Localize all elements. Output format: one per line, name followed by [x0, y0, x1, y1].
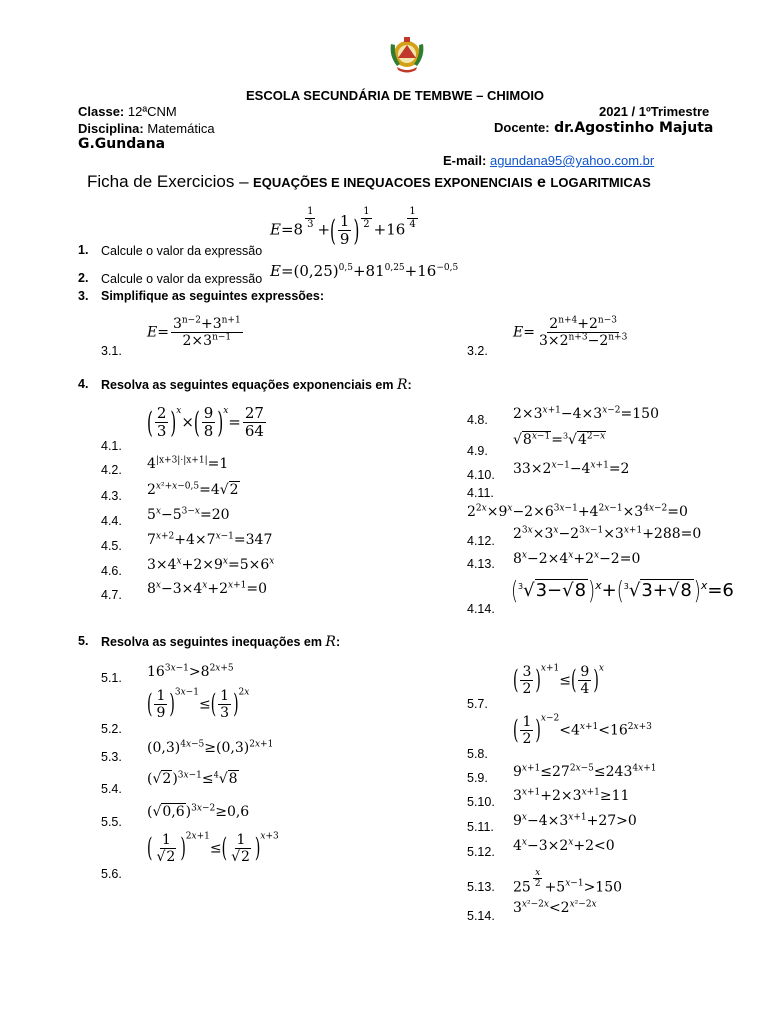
email-row — [443, 153, 654, 168]
expr-5-4: $(√2)^{3x-1}\le^4√8$ — [147, 770, 238, 787]
expr-4-1: ( $\frac{2}{3}$ )$^x$×( $\frac{9}{8}$ )$^x$= $\frac{27}{64}$ — [147, 404, 264, 441]
label-4-9: 4.9. — [467, 444, 488, 458]
expr-3-1: E= $\frac{3^{n-2}+3^{n+1}}{2\times 3^{n-1}}$ — [147, 315, 241, 350]
expr-4-3: $2^{x^2+x-0,5}=4√2$ — [147, 481, 239, 498]
item-4-number: 4. — [78, 377, 89, 391]
label-5-12: 5.12. — [467, 845, 495, 859]
label-4-7: 4.7. — [101, 588, 122, 602]
label-4-8: 4.8. — [467, 413, 488, 427]
expr-2: $E=(0,25)^{0,5}+81^{0,25}+16^{-0,5}$ — [270, 262, 459, 280]
item-3-number: 3. — [78, 289, 89, 303]
disciplina-value: Matemática — [147, 121, 215, 136]
expr-4-6: $3\times 4^x+2\times 9^x=5\times 6^x$ — [147, 556, 275, 573]
label-4-6: 4.6. — [101, 564, 122, 578]
label-4-3: 4.3. — [101, 489, 122, 503]
item-5-text: Resolva as seguintes inequações em R: — [101, 634, 341, 650]
classe-row — [78, 104, 177, 119]
expr-4-2: $4^{|x+3|\cdot|x+1|}=1$ — [147, 455, 229, 472]
expr-4-11: $2^{2x}\times 9^x-2\times 6^{3x-1}+4^{2x-1}\times 3^{4x-2}=0$ — [467, 503, 688, 520]
expr-5-13: 25 $^{\frac{x}{2}}$ $+5^{x-1}>150$ — [513, 868, 623, 896]
title-sub2: LOGARITMICAS — [550, 175, 651, 190]
label-5-10: 5.10. — [467, 795, 495, 809]
label-5-5: 5.5. — [101, 815, 122, 829]
title-main: Ficha de Exercicios – — [87, 172, 249, 191]
label-5-2: 5.2. — [101, 722, 122, 736]
label-5-8: 5.8. — [467, 747, 488, 761]
disciplina-label: Disciplina: — [78, 121, 144, 136]
label-5-14: 5.14. — [467, 909, 495, 923]
title-sub1: EQUAÇÕES E INEQUACOES EXPONENCIAIS — [253, 175, 533, 190]
expr-4-7: $8^x-3\times 4^x+2^{x+1}=0$ — [147, 580, 267, 597]
label-5-6: 5.6. — [101, 867, 122, 881]
item-4-text: Resolva as seguintes equações exponenciais em R: — [101, 377, 412, 393]
label-5-3: 5.3. — [101, 750, 122, 764]
item-1-number: 1. — [78, 243, 89, 257]
expr-4-14: ($^3$√3−√8 )$^x$+($^3$√3+√8 )$^x$=6 — [511, 576, 734, 606]
label-4-12: 4.12. — [467, 534, 495, 548]
expr-5-11: $9^x-4\times 3^{x+1}+27>0$ — [513, 812, 637, 829]
expr-5-3: $(0,3)^{4x-5}\ge(0,3)^{2x+1}$ — [147, 739, 274, 756]
expr-4-9: $√8^{x-1}=^3√4^{2-x}$ — [513, 431, 606, 448]
label-3-1: 3.1. — [101, 344, 122, 358]
label-4-10: 4.10. — [467, 468, 495, 482]
label-5-11: 5.11. — [467, 820, 494, 834]
label-4-13: 4.13. — [467, 557, 495, 571]
expr-3-2: E= $\frac{2^{n+4}+2^{n-3}}{3\times 2^{n+3}-2^{n+3}}$ — [513, 315, 628, 350]
label-4-5: 4.5. — [101, 539, 122, 553]
expr-4-8: $2\times 3^{x+1}-4\times 3^{x-2}=150$ — [513, 405, 659, 422]
item-5-number: 5. — [78, 634, 89, 648]
author-name: G.Gundana — [78, 136, 166, 152]
label-5-7: 5.7. — [467, 697, 488, 711]
label-4-14: 4.14. — [467, 602, 495, 616]
item-2-number: 2. — [78, 271, 89, 285]
expr-4-5: $7^{x+2}+4\times 7^{x-1}=347$ — [147, 531, 273, 548]
expr-5-14: $3^{x^2-2x}<2^{x^2-2x}$ — [513, 899, 597, 916]
coat-of-arms-icon — [385, 34, 429, 81]
expr-5-1: $16^{3x-1}>8^{2x+5}$ — [147, 663, 234, 680]
page-title — [87, 172, 651, 192]
expr-5-8: ( $\frac{1}{2}$ )$^{x-2}<4^{x+1}<16^{2x+3}$ — [513, 713, 652, 748]
classe-label: Classe: — [78, 104, 125, 119]
expr-5-6: ( $\frac{1}{√2}$ )$^{2x+1}$≤( $\frac{1}{√2}$ )$^{x+3}$ — [147, 831, 279, 866]
label-5-9: 5.9. — [467, 771, 488, 785]
label-5-1: 5.1. — [101, 671, 122, 685]
expr-5-7: ( $\frac{3}{2}$ )$^{x+1}$≤( $\frac{9}{4}$ )$^x$ — [513, 663, 604, 698]
label-4-4: 4.4. — [101, 514, 122, 528]
label-4-2: 4.2. — [101, 463, 122, 477]
docente-value: dr.Agostinho Majuta — [554, 120, 714, 136]
item-1-text: Calcule o valor da expressão — [101, 244, 263, 258]
expr-1: E=8 $^{\frac{1}{3}}$ +( $\frac{1}{9}$ ) $^{\frac{1}{2}}$ +16 $^{\frac{1}{4}}$ — [270, 206, 416, 248]
expr-4-4: $5^x-5^{3-x}=20$ — [147, 506, 230, 523]
email-label: E-mail: — [443, 153, 487, 168]
expr-5-9: $9^{x+1}\le 27^{2x-5}\le 243^{4x+1}$ — [513, 763, 657, 780]
email-link[interactable]: agundana95@yahoo.com.br — [489, 153, 655, 168]
label-4-11: 4.11. — [467, 486, 494, 500]
school-name: ESCOLA SECUNDÁRIA DE TEMBWE – CHIMOIO — [246, 88, 545, 103]
docente-label: Docente: — [494, 120, 550, 135]
expr-5-10: $3^{x+1}+2\times 3^{x+1}\ge 11$ — [513, 787, 630, 804]
expr-4-13: $8^x-2\times 4^x+2^x-2=0$ — [513, 550, 641, 567]
year-term: 2021 / 1ºTrimestre — [599, 104, 710, 119]
classe-value: 12ªCNM — [127, 104, 177, 119]
expr-5-5: $(√0,6)^{3x-2}\ge 0,6$ — [147, 803, 250, 820]
title-conj: e — [537, 174, 546, 191]
expr-4-12: $2^{3x}\times 3^x-2^{3x-1}\times 3^{x+1}+288=0$ — [513, 525, 702, 542]
label-3-2: 3.2. — [467, 344, 488, 358]
disciplina-row — [78, 121, 215, 136]
docente-row — [494, 119, 713, 137]
label-4-1: 4.1. — [101, 439, 122, 453]
label-5-13: 5.13. — [467, 880, 495, 894]
item-2-text: Calcule o valor da expressão — [101, 272, 263, 286]
expr-5-2: ( $\frac{1}{9}$ )$^{3x-1}$≤( $\frac{1}{3}$ )$^{2x}$ — [147, 687, 250, 722]
item-3-text: Simplifique as seguintes expressões: — [101, 289, 324, 303]
expr-5-12: $4^x-3\times 2^x+2<0$ — [513, 837, 615, 854]
label-5-4: 5.4. — [101, 782, 122, 796]
expr-4-10: $33\times 2^{x-1}-4^{x+1}=2$ — [513, 460, 630, 477]
